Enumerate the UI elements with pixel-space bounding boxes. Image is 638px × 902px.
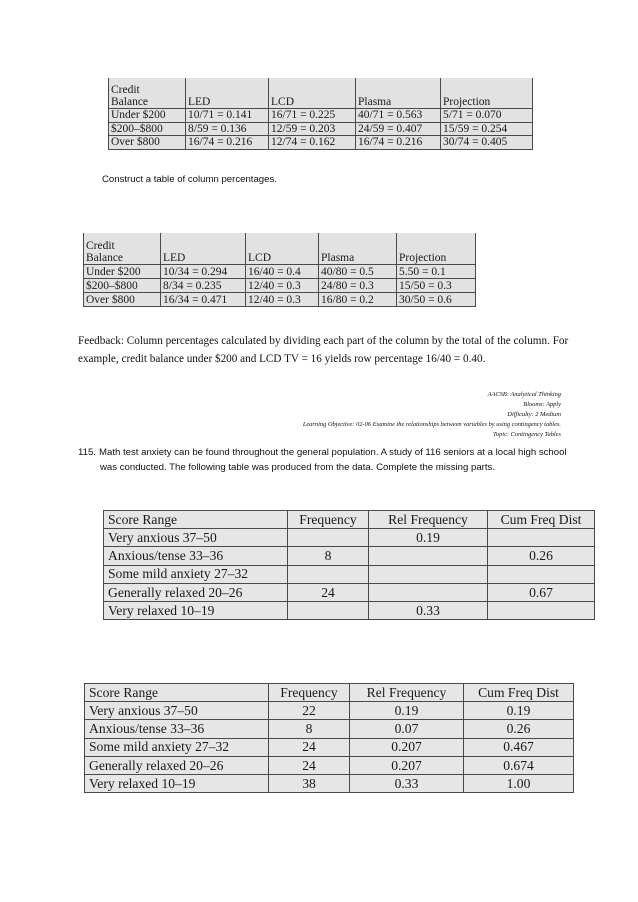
table-cell: 1.00 [464, 774, 574, 792]
header-cell: Plasma [356, 78, 441, 109]
row-percentage-table [108, 78, 533, 150]
table-cell: 8 [269, 720, 350, 738]
table-header-row [104, 511, 595, 529]
table-cell: 15/50 = 0.3 [397, 279, 476, 293]
table-header-row [84, 233, 476, 265]
table-row [84, 293, 476, 307]
header-cell: Credit Balance [109, 78, 186, 109]
table-cell: Some mild anxiety 27–32 [85, 738, 269, 756]
table-cell: 8/34 = 0.235 [161, 279, 246, 293]
table-cell: 15/59 = 0.254 [441, 122, 533, 136]
header-cell: LED [161, 233, 246, 265]
header-cell: Frequency [269, 684, 350, 702]
table-header-row [109, 78, 533, 109]
header-cell: Rel Frequency [369, 511, 488, 529]
table-cell: Generally relaxed 20–26 [85, 756, 269, 774]
question-text: Math test anxiety can be found throughout the general population. A study of 116 seniors at a local high school was conducted. The following table was produced from the data. Complete the missing parts. [99, 447, 567, 473]
header-cell: Score Range [85, 684, 269, 702]
table-cell [488, 601, 595, 619]
question-block [78, 445, 572, 475]
table-cell: Under $200 [109, 109, 186, 123]
table-cell: 0.26 [488, 547, 595, 565]
table-cell: 0.19 [350, 702, 464, 720]
table-cell: 16/71 = 0.225 [269, 109, 356, 123]
table-cell: 12/74 = 0.162 [269, 136, 356, 150]
table-cell [369, 583, 488, 601]
feedback-paragraph: Feedback: Column percentages calculated by dividing each part of the column by the total of the column. For example, credit balance under $200 and LCD TV = 16 yields row percentage 16/40 = 0.40. [78, 335, 569, 365]
table-row [85, 738, 574, 756]
table-row [85, 720, 574, 738]
table-cell: 0.467 [464, 738, 574, 756]
table-cell: $200–$800 [84, 279, 161, 293]
table-cell [488, 529, 595, 547]
difficulty-tag: Difficulty: 2 Medium [507, 411, 561, 418]
table-cell: 16/40 = 0.4 [246, 265, 319, 279]
table-cell: 8/59 = 0.136 [186, 122, 269, 136]
table-cell: Generally relaxed 20–26 [104, 583, 288, 601]
table-cell: 24/80 = 0.3 [319, 279, 397, 293]
table-cell [488, 565, 595, 583]
column-percentage-table [83, 233, 476, 307]
table-cell: Over $800 [84, 293, 161, 307]
blooms-tag: Blooms: Apply [523, 401, 561, 408]
table-cell: 40/80 = 0.5 [319, 265, 397, 279]
table-row [109, 136, 533, 150]
header-cell: Credit Balance [84, 233, 161, 265]
table-cell: 40/71 = 0.563 [356, 109, 441, 123]
table-cell: Under $200 [84, 265, 161, 279]
header-cell: LCD [269, 78, 356, 109]
learning-objective-tag: Learning Objective: 02-06 Examine the relationships between variables by using contingency tables. [302, 421, 561, 428]
table-cell: 24 [288, 583, 369, 601]
header-cell: Cum Freq Dist [464, 684, 574, 702]
table-row [109, 122, 533, 136]
table-cell [369, 547, 488, 565]
table-row [109, 109, 533, 123]
table-cell: Anxious/tense 33–36 [85, 720, 269, 738]
instruction-text: Construct a table of column percentages. [102, 174, 277, 185]
table-row [85, 756, 574, 774]
table-cell: Over $800 [109, 136, 186, 150]
header-cell: Frequency [288, 511, 369, 529]
table-header-row [85, 684, 574, 702]
table-cell: 0.33 [369, 601, 488, 619]
aacsb-tag: AACSB: Analytical Thinking [487, 391, 561, 398]
table-cell: 0.19 [369, 529, 488, 547]
table-cell: Very relaxed 10–19 [104, 601, 288, 619]
header-cell: Plasma [319, 233, 397, 265]
table-cell: 0.67 [488, 583, 595, 601]
header-cell: Projection [397, 233, 476, 265]
header-cell: Cum Freq Dist [488, 511, 595, 529]
table-row [85, 702, 574, 720]
header-cell: Score Range [104, 511, 288, 529]
table-cell: 12/40 = 0.3 [246, 279, 319, 293]
table-row [104, 601, 595, 619]
table-cell: 12/40 = 0.3 [246, 293, 319, 307]
table-row [84, 265, 476, 279]
table-cell: 5/71 = 0.070 [441, 109, 533, 123]
table-cell: 0.07 [350, 720, 464, 738]
table-row [104, 565, 595, 583]
table-cell: 0.33 [350, 774, 464, 792]
table-cell [288, 529, 369, 547]
header-cell: LCD [246, 233, 319, 265]
table-row [85, 774, 574, 792]
table-cell: 24/59 = 0.407 [356, 122, 441, 136]
header-cell: LED [186, 78, 269, 109]
table-row [104, 547, 595, 565]
table-cell: Anxious/tense 33–36 [104, 547, 288, 565]
table-cell: 12/59 = 0.203 [269, 122, 356, 136]
table-cell: 0.26 [464, 720, 574, 738]
table-cell: 0.19 [464, 702, 574, 720]
table-cell: 30/74 = 0.405 [441, 136, 533, 150]
table-cell: Very anxious 37–50 [104, 529, 288, 547]
header-cell: Rel Frequency [350, 684, 464, 702]
question-number: 115. [78, 447, 96, 458]
topic-tag: Topic: Contingency Tables [492, 431, 561, 438]
table-cell: 24 [269, 756, 350, 774]
table-cell: 24 [269, 738, 350, 756]
incomplete-frequency-table [103, 510, 595, 620]
table-row [84, 279, 476, 293]
table-row [104, 529, 595, 547]
table-cell: Some mild anxiety 27–32 [104, 565, 288, 583]
table-cell: 16/80 = 0.2 [319, 293, 397, 307]
table-cell: 22 [269, 702, 350, 720]
table-cell: 30/50 = 0.6 [397, 293, 476, 307]
table-cell [369, 565, 488, 583]
table-cell: 16/34 = 0.471 [161, 293, 246, 307]
table-cell [288, 565, 369, 583]
completed-frequency-table [84, 683, 574, 793]
table-cell: 5.50 = 0.1 [397, 265, 476, 279]
table-cell: $200–$800 [109, 122, 186, 136]
table-row [104, 583, 595, 601]
table-cell: Very relaxed 10–19 [85, 774, 269, 792]
table-cell: 16/74 = 0.216 [356, 136, 441, 150]
table-cell: 10/71 = 0.141 [186, 109, 269, 123]
table-cell: 10/34 = 0.294 [161, 265, 246, 279]
table-cell: 8 [288, 547, 369, 565]
header-cell: Projection [441, 78, 533, 109]
table-cell: Very anxious 37–50 [85, 702, 269, 720]
table-cell: 16/74 = 0.216 [186, 136, 269, 150]
table-cell: 38 [269, 774, 350, 792]
table-cell: 0.207 [350, 738, 464, 756]
table-cell: 0.674 [464, 756, 574, 774]
table-cell: 0.207 [350, 756, 464, 774]
table-cell [288, 601, 369, 619]
